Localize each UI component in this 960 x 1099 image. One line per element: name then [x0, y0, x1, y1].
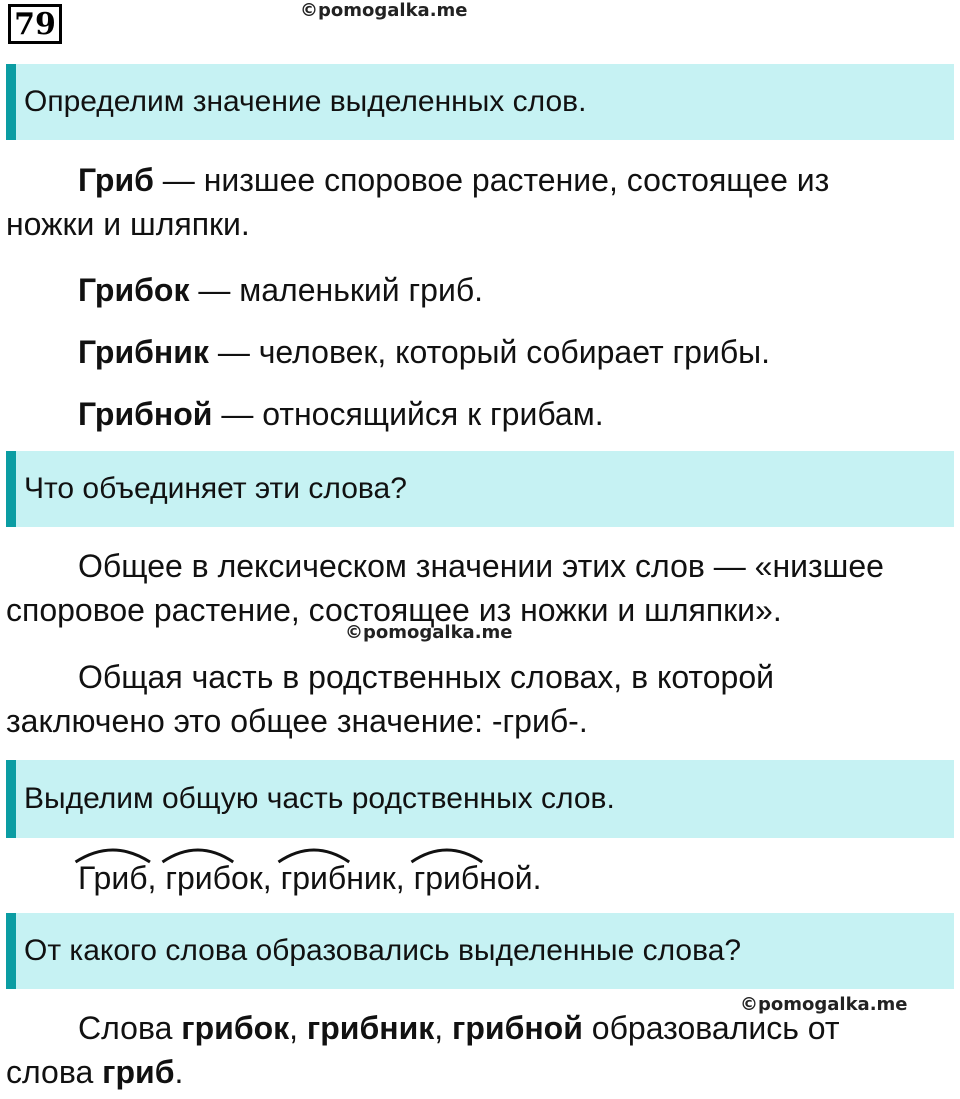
paragraph-common-meaning: Общее в лексическом значении этих слов — «низшее споровое растение, состоящее из ножки и шляпки».: [6, 548, 884, 628]
word-root-2: гриб: [165, 856, 231, 900]
root-arc-icon: [410, 844, 484, 864]
watermark-bottom: ©pomogalka.me: [740, 994, 908, 1015]
section-header-4-text: От какого слова образовались выделенные слова?: [24, 934, 742, 967]
section-header-2: [6, 451, 954, 527]
watermark-top: ©pomogalka.me: [300, 0, 468, 21]
word-rest-2: ок,: [230, 860, 281, 896]
root-arc-icon: [161, 844, 235, 864]
word-gribnoy-bold: грибной: [452, 1010, 583, 1046]
dash: —: [212, 396, 263, 432]
term-gribok: Грибок: [78, 272, 190, 308]
section-header-4: [6, 913, 954, 989]
term-gribnik: Грибник: [78, 334, 209, 370]
word-gribok-bold: грибок: [181, 1010, 290, 1046]
section-header-3: [6, 760, 954, 838]
term-gribnoy: Грибной: [78, 396, 213, 432]
definition-gribnik: [6, 330, 896, 374]
definition-gribok: [6, 268, 896, 312]
root-arc-icon: [277, 844, 351, 864]
definition-gribnoy: [6, 392, 896, 436]
dash: —: [208, 334, 259, 370]
definition-text: человек, который собирает грибы.: [258, 334, 771, 370]
dash: —: [189, 272, 240, 308]
word-grib-bold: гриб: [102, 1054, 175, 1090]
word-rest-3: ник,: [346, 860, 414, 896]
cognate-words-line: [78, 856, 541, 900]
word-rest-1: ,: [147, 860, 166, 896]
paragraph-common-part: Общая часть в родственных словах, в которой заключено это общее значение: -гриб-.: [6, 659, 774, 739]
word-root-1: Гриб: [78, 856, 148, 900]
paragraph-conclusion: Слова грибок, грибник, грибной образовались от слова гриб.: [6, 1010, 840, 1090]
definition-text: относящийся к грибам.: [262, 396, 604, 432]
root-arc-icon: [74, 844, 152, 864]
watermark-middle: ©pomogalka.me: [345, 622, 513, 643]
dash: —: [153, 162, 204, 198]
word-gribnik-bold: грибник: [306, 1010, 435, 1046]
definition-grib: [6, 158, 896, 246]
word-rest-4: ной.: [479, 860, 542, 896]
word-root-4: гриб: [414, 856, 480, 900]
section-header-2-text: Что объединяет эти слова?: [24, 472, 407, 505]
task-number: 79: [8, 4, 62, 44]
section-header-1-text: Определим значение выделенных слов.: [24, 85, 587, 118]
definition-text: низшее споровое растение, состоящее из ножки и шляпки.: [6, 162, 830, 242]
word-root-3: гриб: [281, 856, 347, 900]
section-header-1: [6, 64, 954, 140]
term-grib: Гриб: [78, 162, 154, 198]
section-header-3-text: Выделим общую часть родственных слов.: [24, 782, 615, 815]
definition-text: маленький гриб.: [239, 272, 484, 308]
